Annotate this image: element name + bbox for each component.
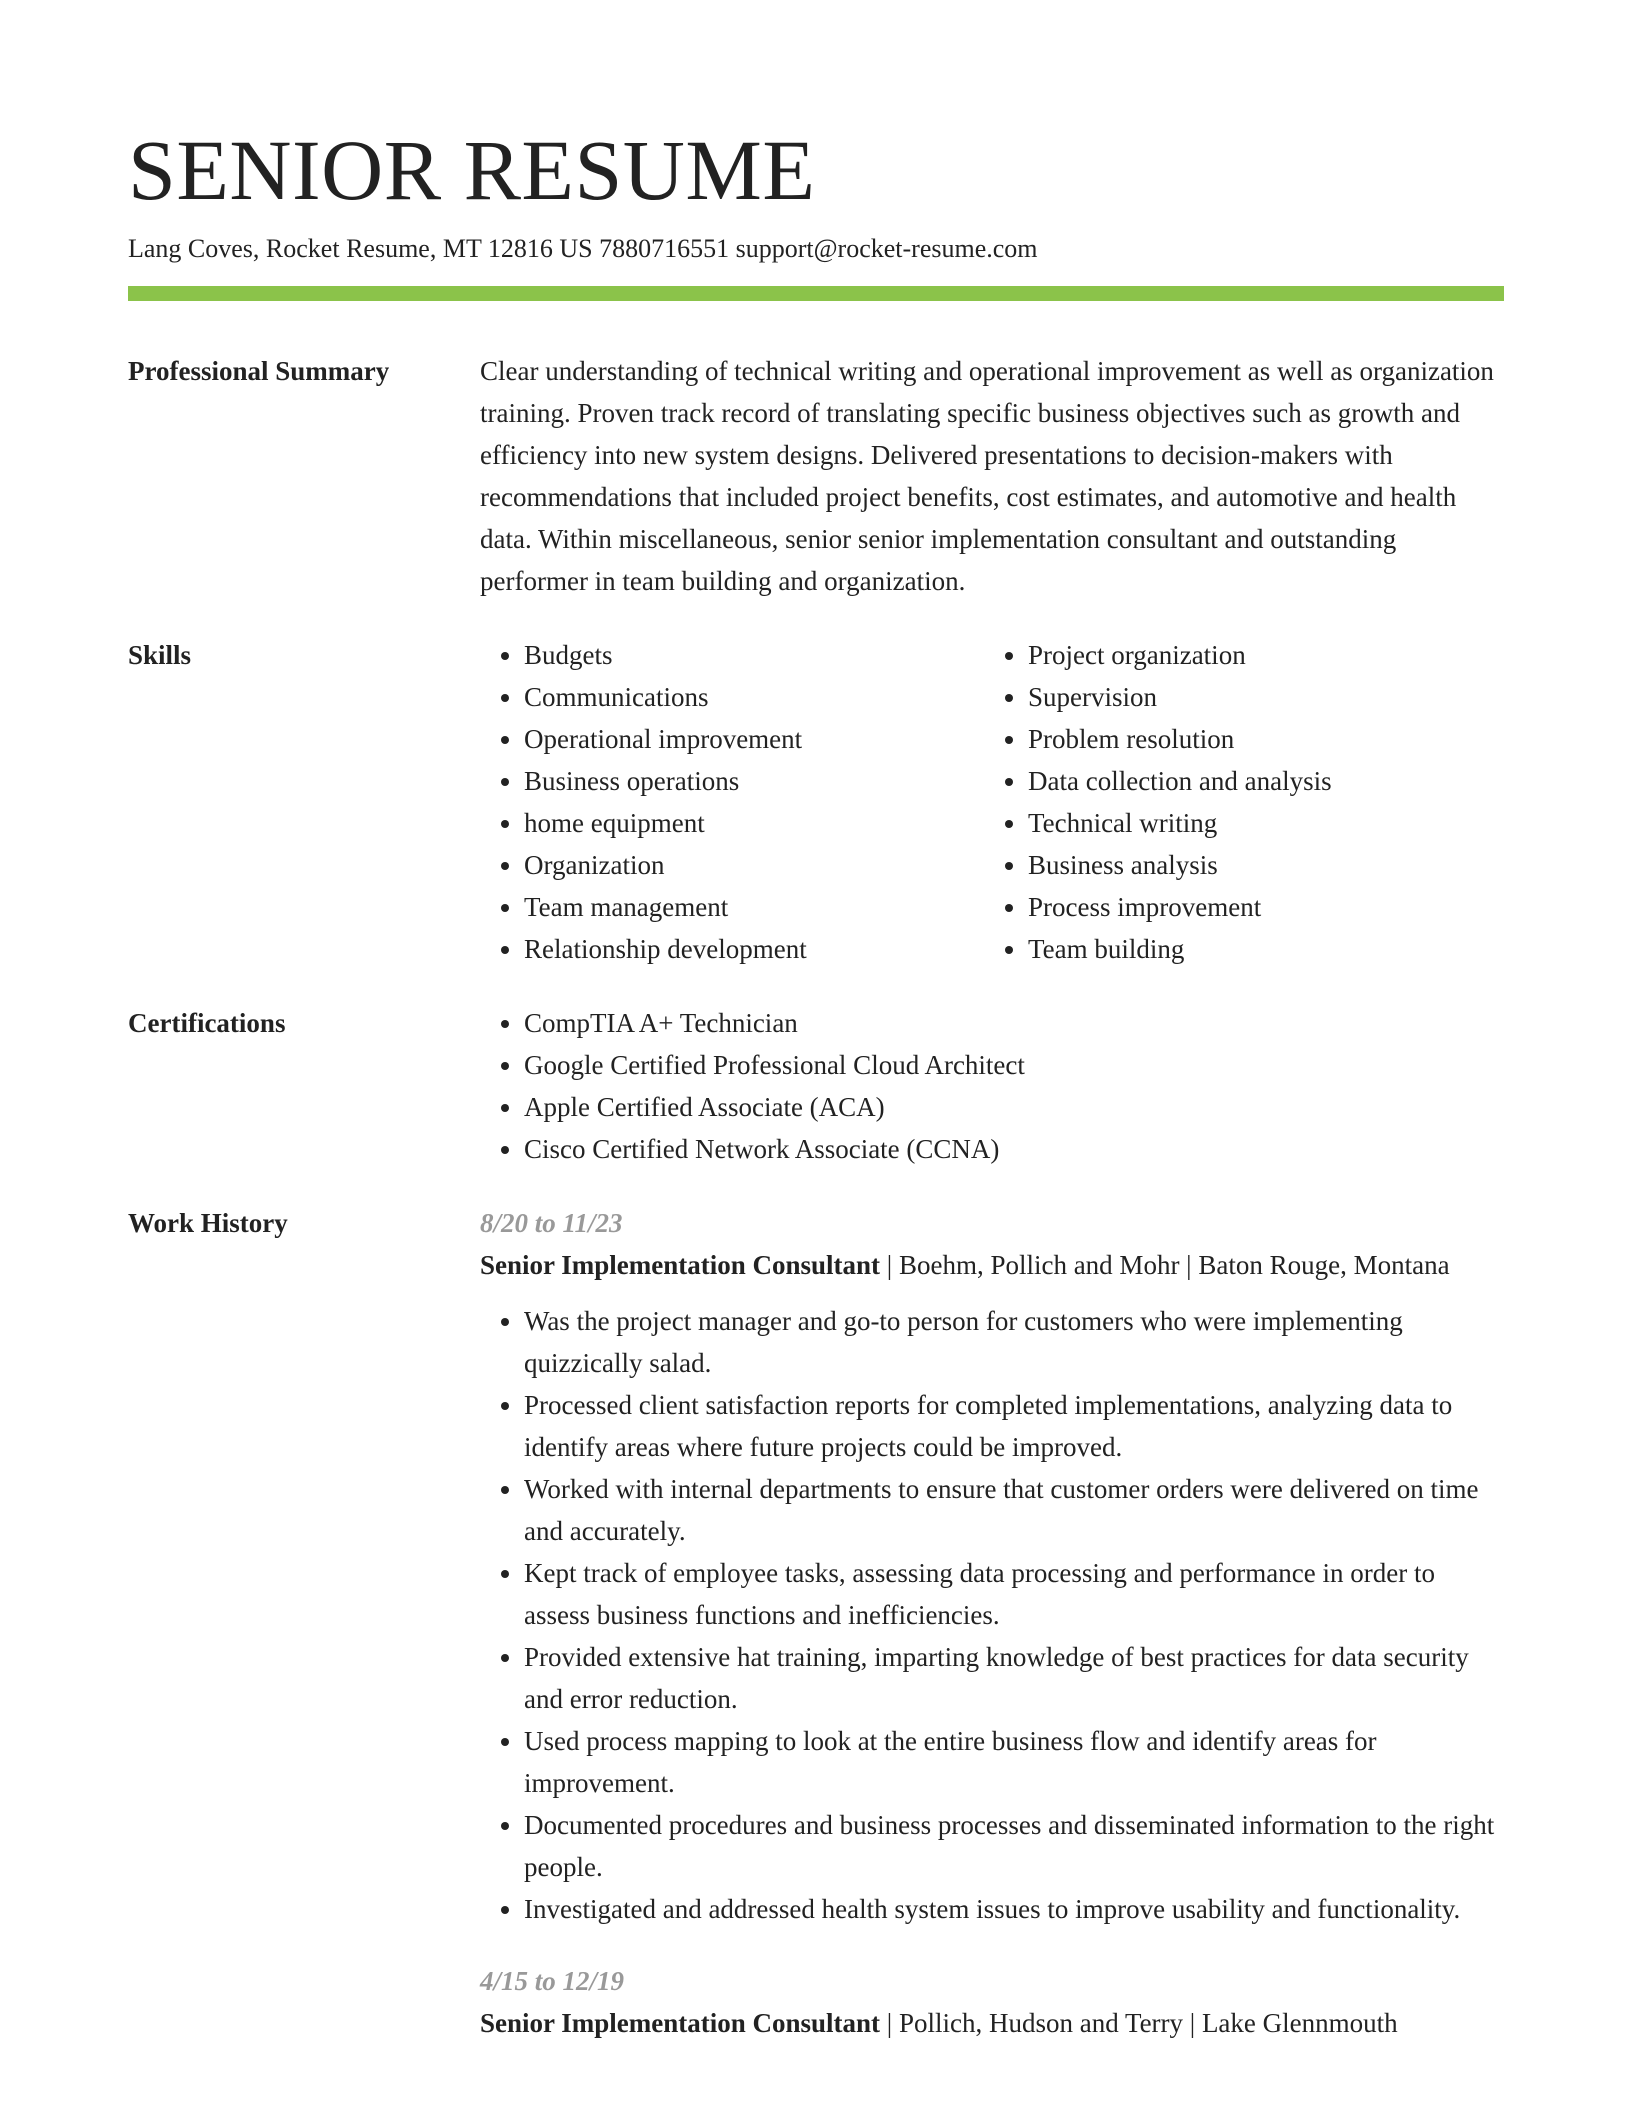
- skill-item: • home equipment: [524, 802, 1024, 844]
- job-bullet: • Used process mapping to look at the entire business flow and identify areas for improvement.: [524, 1720, 1504, 1804]
- work-history-label: Work History: [128, 1208, 288, 1238]
- job-dates: 8/20 to 11/23: [480, 1208, 623, 1238]
- job-heading: [480, 1244, 1504, 1286]
- skill-item: • Process improvement: [1028, 886, 1528, 928]
- certification-item: • Cisco Certified Network Associate (CCNA): [524, 1128, 1504, 1170]
- summary-body: [480, 350, 1504, 602]
- skills-list-right: [984, 634, 1528, 970]
- skill-item: • Problem resolution: [1028, 718, 1528, 760]
- skills-label: Skills: [128, 640, 192, 670]
- skills-columns: [480, 634, 1504, 970]
- resume-title: SENIOR RESUME: [128, 122, 816, 218]
- skills-body: [480, 634, 1504, 970]
- summary-label: Professional Summary: [128, 356, 390, 386]
- work-history-body: [480, 1202, 1504, 2044]
- skill-item: • Supervision: [1028, 676, 1528, 718]
- accent-divider: [128, 286, 1504, 301]
- certifications-list: [480, 1002, 1504, 1170]
- job-employer-location: | Boehm, Pollich and Mohr | Baton Rouge, Montana: [880, 1250, 1450, 1280]
- certifications-body: [480, 1002, 1504, 1170]
- job-bullet: • Documented procedures and business processes and disseminated information to the right people.: [524, 1804, 1504, 1888]
- job-bullets: [480, 1300, 1504, 1930]
- skill-item: • Team building: [1028, 928, 1528, 970]
- summary-text: Clear understanding of technical writing and operational improvement as well as organization training. Proven track record of translating specific business objectives such as growth and efficiency into new system designs. Delivered presentations to decision-makers with recommendations that included project benefits, cost estimates, and automotive and health data. Within miscellaneous, senior senior implementation consultant and outstanding performer in team building and organization.: [480, 356, 1494, 596]
- job-entry: [480, 1960, 1504, 2044]
- skill-item: • Project organization: [1028, 634, 1528, 676]
- skill-item: • Relationship development: [524, 928, 1024, 970]
- skill-item: • Team management: [524, 886, 1024, 928]
- job-bullet: • Processed client satisfaction reports for completed implementations, analyzing data to identify areas where future projects could be improved.: [524, 1384, 1504, 1468]
- certification-item: • CompTIA A+ Technician: [524, 1002, 1504, 1044]
- job-bullet: • Was the project manager and go-to person for customers who were implementing quizzically salad.: [524, 1300, 1504, 1384]
- job-entry: [480, 1202, 1504, 1930]
- job-dates: 4/15 to 12/19: [480, 1966, 625, 1996]
- job-bullet: • Investigated and addressed health system issues to improve usability and functionality.: [524, 1888, 1504, 1930]
- skill-item: • Budgets: [524, 634, 1024, 676]
- job-title: Senior Implementation Consultant: [480, 2008, 881, 2038]
- job-bullet: • Kept track of employee tasks, assessing data processing and performance in order to assess business functions and inefficiencies.: [524, 1552, 1504, 1636]
- job-bullet: • Provided extensive hat training, imparting knowledge of best practices for data security and error reduction.: [524, 1636, 1504, 1720]
- contact-line: Lang Coves, Rocket Resume, MT 12816 US 7880716551 support@rocket-resume.com: [128, 234, 1038, 263]
- skill-item: • Organization: [524, 844, 1024, 886]
- job-heading: [480, 2002, 1504, 2044]
- skills-list-left: [480, 634, 1024, 970]
- certification-item: • Apple Certified Associate (ACA): [524, 1086, 1504, 1128]
- skill-item: • Business operations: [524, 760, 1024, 802]
- job-employer-location: | Pollich, Hudson and Terry | Lake Glennmouth: [880, 2008, 1398, 2038]
- skill-item: • Technical writing: [1028, 802, 1528, 844]
- skill-item: • Data collection and analysis: [1028, 760, 1528, 802]
- certification-item: • Google Certified Professional Cloud Architect: [524, 1044, 1504, 1086]
- skill-item: • Operational improvement: [524, 718, 1024, 760]
- skill-item: • Business analysis: [1028, 844, 1528, 886]
- job-bullet: • Worked with internal departments to ensure that customer orders were delivered on time and accurately.: [524, 1468, 1504, 1552]
- job-title: Senior Implementation Consultant: [480, 1250, 881, 1280]
- certifications-label: Certifications: [128, 1008, 286, 1038]
- skill-item: • Communications: [524, 676, 1024, 718]
